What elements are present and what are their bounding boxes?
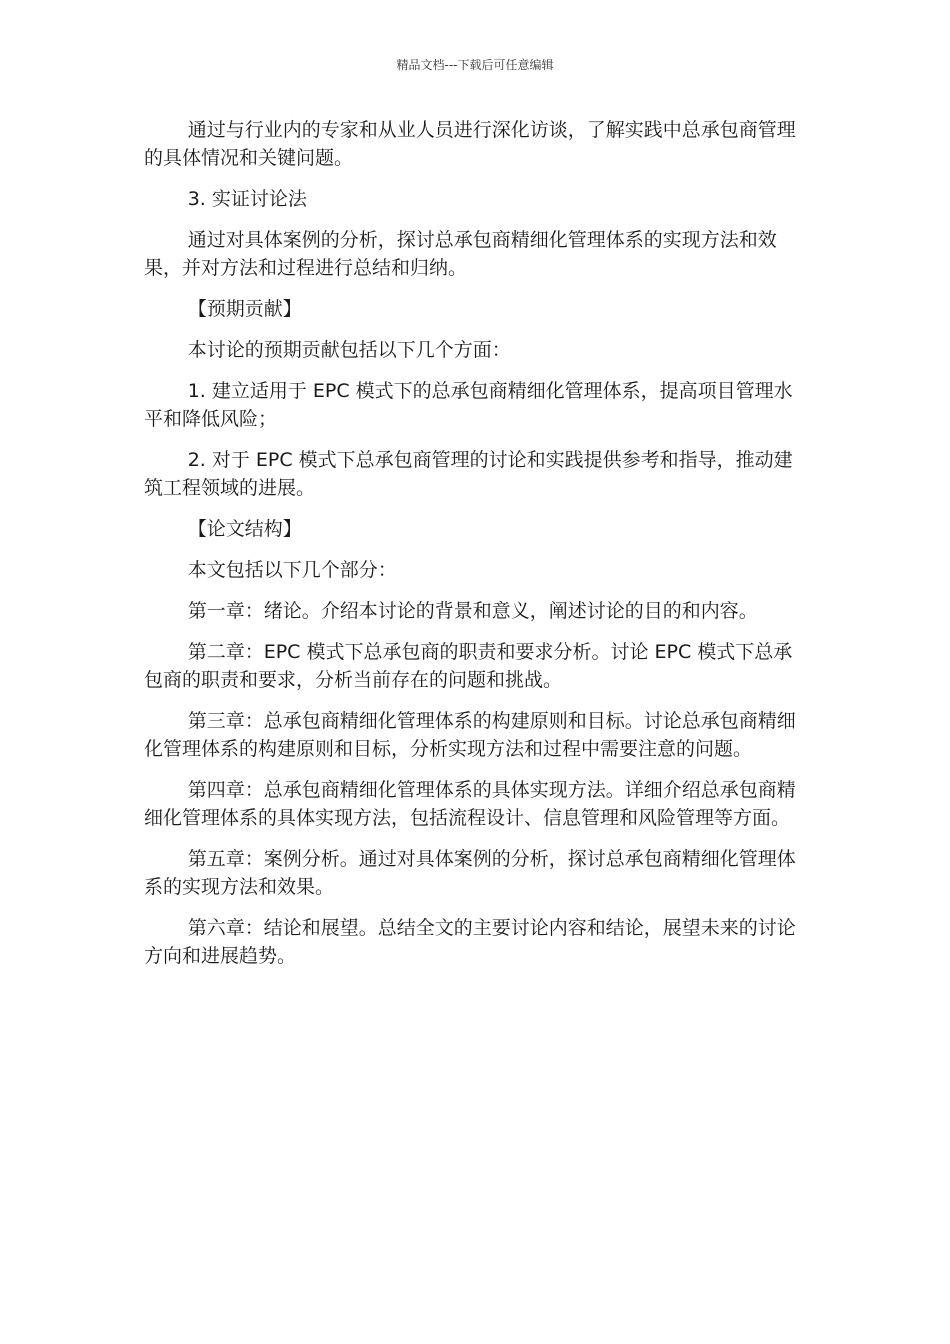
paragraph-empirical-method: 通过对具体案例的分析，探讨总承包商精细化管理体系的实现方法和效果，并对方法和过程进行总结和归纳。	[144, 229, 777, 279]
list-item-contribution-2: 2. 对于 EPC 模式下总承包商管理的讨论和实践提供参考和指导，推动建筑工程领域的进展。	[144, 449, 793, 499]
chapter-5-summary: 第五章：案例分析。通过对具体案例的分析，探讨总承包商精细化管理体系的实现方法和效果。	[144, 848, 796, 898]
chapter-4-summary: 第四章：总承包商精细化管理体系的具体实现方法。详细介绍总承包商精细化管理体系的具体实现方法，包括流程设计、信息管理和风险管理等方面。	[144, 779, 796, 829]
chapter-2-summary: 第二章：EPC 模式下总承包商的职责和要求分析。讨论 EPC 模式下总承包商的职责和要求，分析当前存在的问题和挑战。	[144, 641, 793, 691]
list-item-contribution-1: 1. 建立适用于 EPC 模式下的总承包商精细化管理体系，提高项目管理水平和降低风险；	[144, 380, 793, 430]
page-header: 精品文档---下载后可任意编辑	[396, 58, 554, 72]
paragraph-interview-method: 通过与行业内的专家和从业人员进行深化访谈，了解实践中总承包商管理的具体情况和关键问题。	[144, 119, 796, 169]
paragraph-contribution-intro: 本讨论的预期贡献包括以下几个方面：	[187, 339, 511, 361]
heading-empirical-method: 3. 实证讨论法	[187, 188, 307, 210]
chapter-3-summary: 第三章：总承包商精细化管理体系的构建原则和目标。讨论总承包商精细化管理体系的构建原则和目标，分析实现方法和过程中需要注意的问题。	[144, 710, 796, 760]
section-heading-expected-contribution: 【预期贡献】	[187, 298, 302, 320]
paragraph-structure-intro: 本文包括以下几个部分：	[187, 559, 397, 581]
section-heading-paper-structure: 【论文结构】	[187, 518, 302, 540]
document-body	[144, 116, 808, 983]
chapter-6-summary: 第六章：结论和展望。总结全文的主要讨论内容和结论，展望未来的讨论方向和进展趋势。	[144, 917, 796, 967]
chapter-1-summary: 第一章：绪论。介绍本讨论的背景和意义，阐述讨论的目的和内容。	[187, 600, 758, 622]
